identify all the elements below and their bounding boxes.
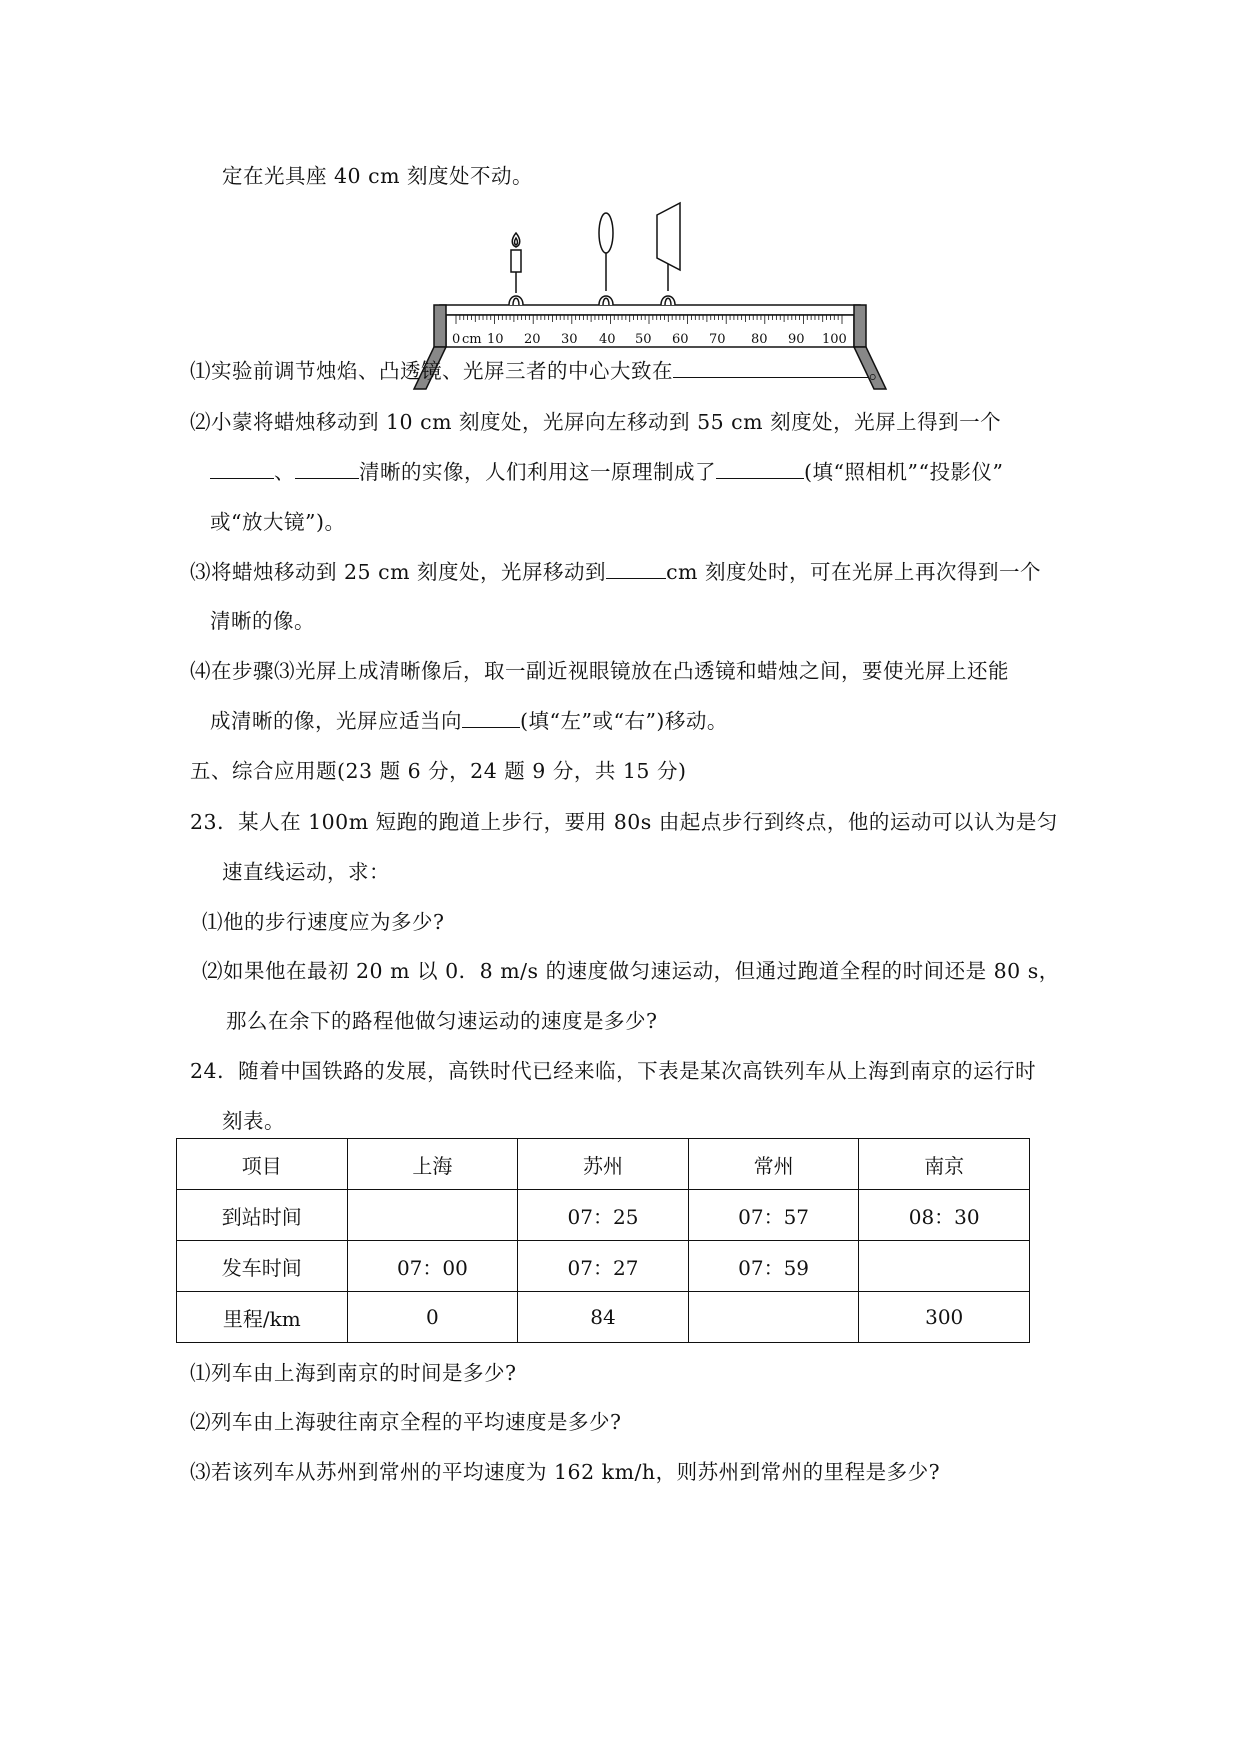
- answer-blank[interactable]: [210, 458, 274, 479]
- scale-label: 0: [452, 332, 461, 347]
- question-3-line2: 清晰的像。: [210, 609, 315, 633]
- bench-rail: [440, 305, 860, 315]
- table-cell: 07：00: [347, 1241, 518, 1292]
- problem-24-line2: 刻表。: [222, 1109, 285, 1133]
- problem-23-line2: 速直线运动，求：: [222, 860, 390, 884]
- table-cell: 07：25: [518, 1190, 689, 1241]
- table-header-row: [177, 1139, 1030, 1190]
- scale-label: 60: [672, 332, 689, 347]
- table-row: [177, 1241, 1030, 1292]
- table-header-cell: 项目: [177, 1139, 348, 1190]
- left-post: [434, 305, 446, 347]
- scale-label: 90: [788, 332, 805, 347]
- table-cell: 07：57: [688, 1190, 859, 1241]
- convex-lens: [599, 213, 613, 305]
- scale-label: cm: [462, 332, 482, 347]
- candle-body: [511, 250, 521, 272]
- light-screen: [657, 203, 680, 305]
- table-cell: 到站时间: [177, 1190, 348, 1241]
- answer-blank[interactable]: [295, 458, 359, 479]
- table-cell: 07：27: [518, 1241, 689, 1292]
- problem-23-sub2a: ⑵如果他在最初 20 m 以 0．8 m/s 的速度做匀速运动，但通过跑道全程的时间还是 80 s，: [202, 959, 1060, 983]
- table-header-cell: 苏州: [518, 1139, 689, 1190]
- candle-holder: [509, 272, 523, 305]
- table-header-cell: 上海: [347, 1139, 518, 1190]
- scale-label: 30: [561, 332, 578, 347]
- table-cell: 发车时间: [177, 1241, 348, 1292]
- scale-label: 100: [822, 332, 847, 347]
- table-cell: [859, 1241, 1030, 1292]
- problem-23-sub2b: 那么在余下的路程他做匀速运动的速度是多少?: [226, 1009, 658, 1033]
- question-2-line3: 或“放大镜”)。: [210, 510, 346, 534]
- question-2-line2: 、 清晰的实像，人们利用这一原理制成了 (填“照相机”“投影仪”: [210, 458, 1003, 486]
- question-4-line2: 成清晰的像，光屏应适当向 (填“左”或“右”)移动。: [210, 709, 728, 733]
- problem-24-sub2: ⑵列车由上海驶往南京全程的平均速度是多少?: [190, 1410, 622, 1434]
- scale-label: 70: [709, 332, 726, 347]
- table-cell: 300: [859, 1292, 1030, 1343]
- table-cell: [347, 1190, 518, 1241]
- table-row: [177, 1190, 1030, 1241]
- answer-blank[interactable]: [716, 458, 804, 479]
- section-heading: 五、综合应用题(23 题 6 分，24 题 9 分，共 15 分): [190, 759, 687, 783]
- scale-label: 80: [751, 332, 768, 347]
- scale-label: 50: [635, 332, 652, 347]
- table-cell: 07：59: [688, 1241, 859, 1292]
- screen-panel: [657, 203, 680, 270]
- scale-label: 10: [487, 332, 504, 347]
- problem-23-sub1: ⑴他的步行速度应为多少?: [202, 910, 445, 934]
- problem-24-line1: 24．随着中国铁路的发展，高铁时代已经来临，下表是某次高铁列车从上海到南京的运行时: [190, 1059, 1037, 1083]
- table-cell: 里程/km: [177, 1292, 348, 1343]
- table-row: [177, 1292, 1030, 1343]
- right-post: [854, 305, 866, 347]
- intro-line: 定在光具座 40 cm 刻度处不动。: [222, 164, 534, 188]
- table-cell: [688, 1292, 859, 1343]
- table-cell: 84: [518, 1292, 689, 1343]
- train-schedule-table: [176, 1138, 1030, 1343]
- problem-23-line1: 23．某人在 100m 短跑的跑道上步行，要用 80s 由起点步行到终点，他的运动可以认为是匀: [190, 810, 1058, 834]
- problem-24-sub3: ⑶若该列车从苏州到常州的平均速度为 162 km/h，则苏州到常州的里程是多少?: [190, 1460, 941, 1484]
- table-header-cell: 南京: [859, 1139, 1030, 1190]
- table-header-cell: 常州: [688, 1139, 859, 1190]
- answer-blank[interactable]: [673, 357, 869, 378]
- scale-label: 20: [524, 332, 541, 347]
- answer-blank[interactable]: [462, 707, 520, 728]
- table-cell: 0: [347, 1292, 518, 1343]
- question-4-line1: ⑷在步骤⑶光屏上成清晰像后，取一副近视眼镜放在凸透镜和蜡烛之间，要使光屏上还能: [190, 659, 1009, 683]
- question-3-line1: ⑶将蜡烛移动到 25 cm 刻度处，光屏移动到 cm 刻度处时，可在光屏上再次得到一个: [190, 560, 1041, 584]
- table-cell: 08：30: [859, 1190, 1030, 1241]
- lens-glass: [599, 213, 613, 253]
- answer-blank[interactable]: [606, 558, 666, 579]
- question-2-line1: ⑵小蒙将蜡烛移动到 10 cm 刻度处，光屏向左移动到 55 cm 刻度处，光屏上得到一个: [190, 410, 1002, 434]
- question-1: ⑴实验前调节烛焰、凸透镜、光屏三者的中心大致在 。: [190, 359, 890, 383]
- candle: [509, 233, 523, 305]
- problem-24-sub1: ⑴列车由上海到南京的时间是多少?: [190, 1361, 517, 1385]
- scale-label: 40: [599, 332, 616, 347]
